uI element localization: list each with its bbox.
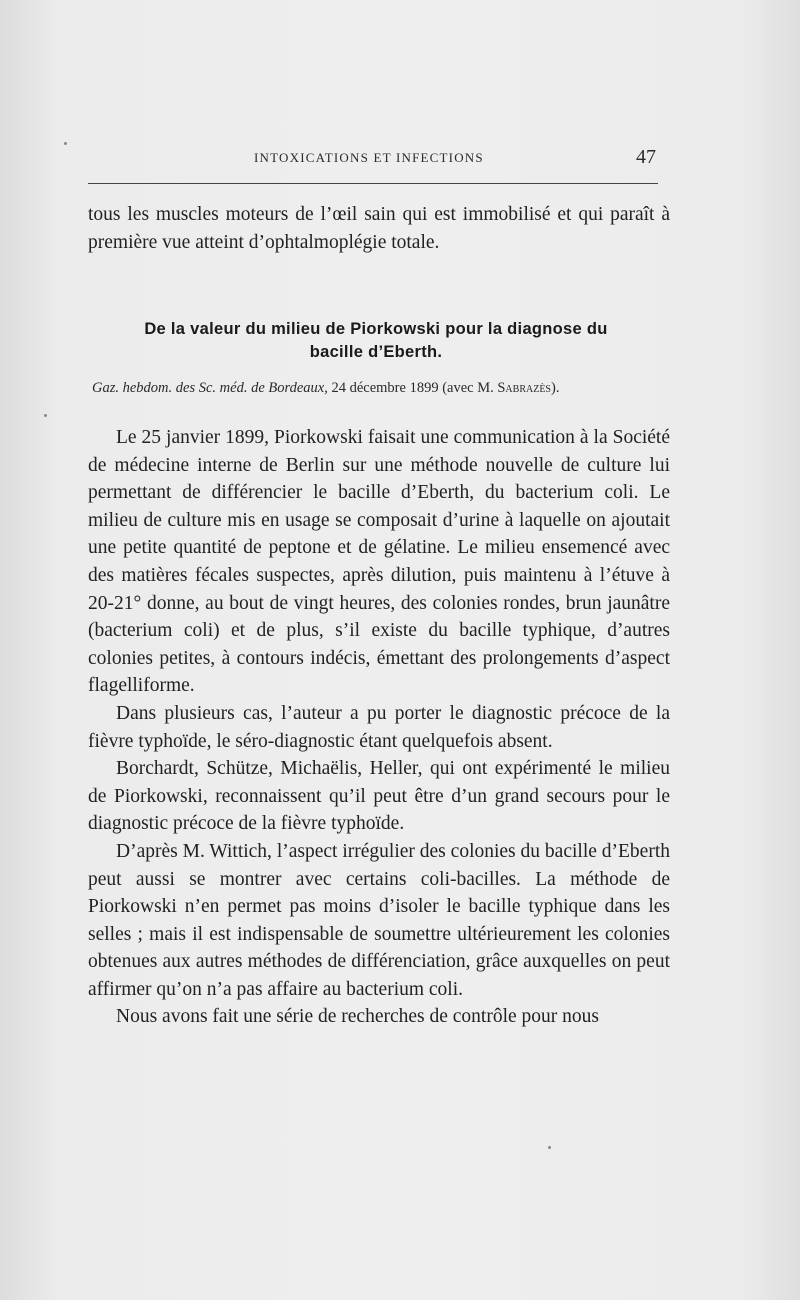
page-number: 47 <box>636 146 656 168</box>
body-paragraph-2: Dans plusieurs cas, l’auteur a pu porter le diagnostic précoce de la fièvre typhoïde, le séro-diagnostic étant quelquefois absent. <box>88 702 670 752</box>
citation-close: ). <box>551 380 560 396</box>
page-header <box>88 146 658 170</box>
body-paragraph-1: Le 25 janvier 1899, Piorkowski faisait une communication à la Société de médecine interne de Berlin sur une méthode nouvelle de culture lui permettant de différencier le bacille d’Eberth, du bacterium coli. Le milieu de culture mis en usage se composait d’urine à laquelle on ajoutait une petite quantité de peptone et de gélatine. Le milieu ensemencé avec des matières fécales suspectes, après dilution, puis maintenu à l’étuve à 20-21° donne, au bout de vingt heures, des colonies rondes, brun jaunâtre (bacterium coli) et de plus, s’il existe du bacille typhique, d’autres colonies petites, à contours indécis, émettant des prolongements d’aspect flagelliforme. <box>88 427 670 697</box>
paper-speck <box>44 414 47 417</box>
citation-coauthor: Sabrazès <box>497 380 551 396</box>
article-title-line-1: De la valeur du milieu de Piorkowski pour la diagnose du <box>144 320 608 338</box>
article-title-line-2: bacille d’Eberth. <box>309 343 443 361</box>
paper-speck <box>548 1146 551 1149</box>
body-paragraph-3: Borchardt, Schütze, Michaëlis, Heller, qui ont expérimenté le milieu de Piorkowski, reconnaissent qu’il peut être d’un grand secours pour le diagnostic précoce de la fièvre typhoïde. <box>88 758 670 835</box>
body-paragraph-5: Nous avons fait une série de recherches de contrôle pour nous <box>116 1006 599 1028</box>
running-title: INTOXICATIONS ET INFECTIONS <box>254 150 484 165</box>
body-paragraph-4: D’après M. Wittich, l’aspect irrégulier des colonies du bacille d’Eberth peut aussi se montrer avec certains coli-bacilles. La méthode de Piorkowski n’en permet pas moins d’isoler le bacille typhique dans les selles ; mais il est indispensable de soumettre ultérieurement les colonies obtenues aux autres méthodes de différenciation, grâce auxquelles on peut affirmer qu’on n’a pas affaire au bacterium coli. <box>88 840 670 1000</box>
article-title <box>88 318 664 364</box>
article-citation <box>92 380 672 397</box>
article-body <box>88 424 670 1031</box>
paper-speck <box>64 142 67 145</box>
lead-paragraph: tous les muscles moteurs de l’œil sain qui est immobilisé et qui paraît à première vue atteint d’ophtalmoplégie totale. <box>88 204 670 253</box>
header-rule <box>88 183 658 184</box>
citation-journal: Gaz. hebdom. des Sc. méd. de Bordeaux, <box>92 380 328 396</box>
citation-date: 24 décembre 1899 (avec M. <box>327 380 498 396</box>
lead-paragraph-block <box>88 201 670 256</box>
